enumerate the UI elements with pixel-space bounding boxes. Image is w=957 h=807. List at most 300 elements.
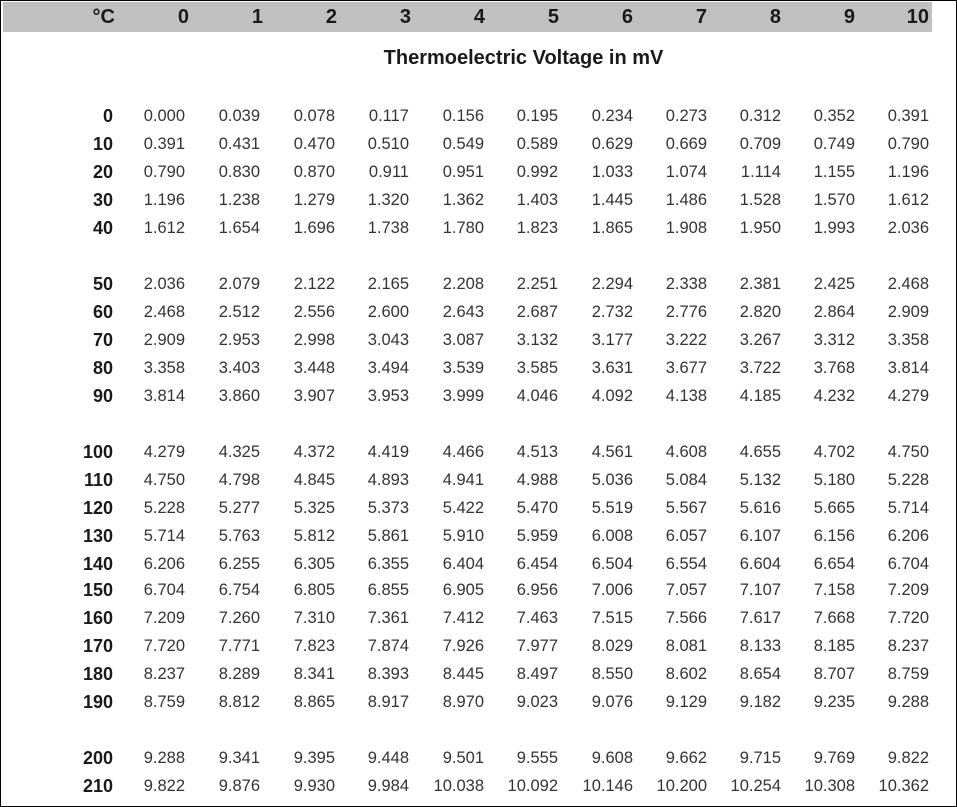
table-cell: 0.470 — [293, 135, 335, 153]
table-cell: 0.830 — [218, 163, 260, 181]
table-cell: 7.668 — [813, 609, 855, 627]
table-cell: 7.617 — [739, 609, 781, 627]
table-cell: 0.549 — [442, 135, 484, 153]
row-label: 110 — [83, 470, 113, 490]
table-cell: 7.463 — [516, 609, 558, 627]
table-cell: 3.358 — [143, 359, 185, 377]
row-label: 120 — [82, 498, 113, 518]
table-cell: 4.279 — [887, 387, 929, 405]
table-cell: 4.988 — [516, 471, 558, 489]
table-cell: 8.759 — [143, 693, 185, 711]
table-cell: 10.254 — [730, 777, 781, 795]
table-cell: 2.425 — [813, 275, 855, 293]
table-cell: 8.393 — [367, 665, 409, 683]
table-cell: 2.294 — [591, 275, 633, 293]
table-cell: 0.951 — [442, 163, 484, 181]
table-cell: 3.177 — [591, 331, 633, 349]
corner-label: °C — [92, 6, 115, 28]
table-cell: 6.057 — [665, 527, 707, 545]
table-cell: 0.431 — [218, 135, 260, 153]
table-cell: 0.790 — [143, 163, 185, 181]
table-cell: 0.510 — [367, 135, 409, 153]
row-label: 140 — [82, 554, 113, 574]
table-row — [1, 215, 957, 241]
table-cell: 1.074 — [665, 163, 707, 181]
table-cell: 8.081 — [665, 637, 707, 655]
table-row — [1, 327, 957, 353]
table-cell: 2.208 — [442, 275, 484, 293]
table-cell: 8.237 — [143, 665, 185, 683]
table-cell: 5.714 — [143, 527, 185, 545]
table-cell: 1.155 — [813, 163, 855, 181]
col-header: 9 — [843, 6, 855, 28]
table-cell: 3.222 — [665, 331, 707, 349]
table-cell: 8.237 — [887, 637, 929, 655]
table-cell: 3.087 — [442, 331, 484, 349]
table-cell: 6.008 — [591, 527, 633, 545]
table-cell: 4.325 — [218, 443, 260, 461]
table-cell: 10.200 — [656, 777, 707, 795]
table-cell: 7.006 — [591, 581, 633, 599]
table-cell: 0.870 — [293, 163, 335, 181]
row-label: 160 — [82, 608, 113, 628]
table-cell: 1.114 — [740, 163, 781, 181]
table-cell: 1.612 — [143, 219, 185, 237]
table-cell: 6.805 — [293, 581, 335, 599]
table-cell: 5.567 — [665, 499, 707, 517]
table-cell: 2.556 — [293, 303, 335, 321]
table-cell: 5.373 — [367, 499, 409, 517]
table-cell: 2.165 — [367, 275, 409, 293]
table-cell: 0.000 — [143, 107, 185, 125]
table-cell: 0.391 — [143, 135, 185, 153]
table-cell: 3.631 — [591, 359, 633, 377]
row-label: 0 — [102, 106, 113, 126]
table-cell: 1.654 — [218, 219, 260, 237]
table-cell: 3.494 — [367, 359, 409, 377]
table-cell: 0.911 — [368, 163, 409, 181]
table-cell: 9.608 — [591, 749, 633, 767]
header-row — [3, 2, 932, 32]
table-cell: 3.677 — [665, 359, 707, 377]
table-cell: 4.655 — [739, 443, 781, 461]
table-cell: 0.039 — [218, 107, 260, 125]
table-cell: 3.358 — [887, 331, 929, 349]
table-row — [1, 439, 957, 465]
table-cell: 0.709 — [739, 135, 781, 153]
table-cell: 7.720 — [887, 609, 929, 627]
table-cell: 5.861 — [367, 527, 409, 545]
table-cell: 6.206 — [887, 527, 929, 545]
table-cell: 1.445 — [591, 191, 633, 209]
table-cell: 0.992 — [516, 163, 558, 181]
table-cell: 9.235 — [813, 693, 855, 711]
table-cell: 4.893 — [367, 471, 409, 489]
table-cell: 7.412 — [442, 609, 484, 627]
table-cell: 0.234 — [591, 107, 633, 125]
table-cell: 10.146 — [582, 777, 633, 795]
table-cell: 5.714 — [887, 499, 929, 517]
table-cell: 9.448 — [367, 749, 409, 767]
table-cell: 5.228 — [887, 471, 929, 489]
table-row — [1, 689, 957, 715]
table-cell: 7.515 — [591, 609, 633, 627]
table-cell: 6.206 — [143, 555, 185, 573]
table-cell: 8.759 — [887, 665, 929, 683]
row-label: 190 — [82, 692, 113, 712]
table-row — [1, 355, 957, 381]
table-cell: 9.288 — [143, 749, 185, 767]
table-cell: 4.608 — [665, 443, 707, 461]
table-cell: 7.158 — [813, 581, 855, 599]
table-cell: 9.341 — [218, 749, 260, 767]
table-cell: 3.999 — [442, 387, 484, 405]
table-row — [1, 187, 957, 213]
table-cell: 4.750 — [143, 471, 185, 489]
table-cell: 6.956 — [516, 581, 558, 599]
table-cell: 6.156 — [813, 527, 855, 545]
table-cell: 1.486 — [665, 191, 707, 209]
table-cell: 9.769 — [813, 749, 855, 767]
table-cell: 1.908 — [665, 219, 707, 237]
table-row — [1, 661, 957, 687]
table-cell: 5.132 — [739, 471, 781, 489]
table-cell: 2.820 — [739, 303, 781, 321]
table-cell: 6.704 — [887, 555, 929, 573]
table-cell: 3.768 — [813, 359, 855, 377]
table-row — [1, 773, 957, 799]
table-cell: 4.941 — [442, 471, 484, 489]
table-cell: 9.555 — [516, 749, 558, 767]
table-cell: 2.909 — [887, 303, 929, 321]
table-cell: 1.738 — [367, 219, 409, 237]
table-cell: 4.279 — [143, 443, 185, 461]
table-cell: 5.277 — [218, 499, 260, 517]
table-cell: 0.273 — [665, 107, 707, 125]
table-cell: 2.036 — [143, 275, 185, 293]
table-cell: 4.466 — [442, 443, 484, 461]
table-cell: 3.267 — [739, 331, 781, 349]
table-cell: 2.687 — [516, 303, 558, 321]
table-cell: 2.251 — [516, 275, 558, 293]
table-cell: 10.038 — [433, 777, 484, 795]
table-cell: 2.338 — [665, 275, 707, 293]
table-row — [1, 131, 957, 157]
table-cell: 7.874 — [367, 637, 409, 655]
table-cell: 0.629 — [591, 135, 633, 153]
table-cell: 8.497 — [516, 665, 558, 683]
table-cell: 1.696 — [293, 219, 335, 237]
table-cell: 5.812 — [293, 527, 335, 545]
row-label: 180 — [82, 664, 113, 684]
row-label: 170 — [82, 636, 113, 656]
table-cell: 9.876 — [218, 777, 260, 795]
table-cell: 6.107 — [739, 527, 781, 545]
table-cell: 10.308 — [804, 777, 855, 795]
table-title: Thermoelectric Voltage in mV — [383, 47, 664, 69]
table-cell: 2.122 — [293, 275, 335, 293]
table-cell: 8.602 — [665, 665, 707, 683]
table-cell: 9.288 — [887, 693, 929, 711]
table-row — [1, 523, 957, 549]
table-cell: 0.790 — [887, 135, 929, 153]
table-cell: 6.654 — [813, 555, 855, 573]
table-cell: 8.917 — [367, 693, 409, 711]
table-cell: 1.570 — [813, 191, 855, 209]
col-header: 8 — [769, 6, 781, 28]
table-cell: 4.046 — [516, 387, 558, 405]
table-cell: 4.232 — [813, 387, 855, 405]
table-cell: 2.643 — [442, 303, 484, 321]
table-cell: 2.468 — [143, 303, 185, 321]
table-cell: 8.865 — [293, 693, 335, 711]
table-cell: 6.355 — [367, 555, 409, 573]
table-cell: 8.289 — [218, 665, 260, 683]
row-label: 150 — [82, 580, 113, 600]
table-cell: 8.029 — [591, 637, 633, 655]
table-cell: 8.970 — [442, 693, 484, 711]
table-cell: 1.238 — [218, 191, 260, 209]
col-header: 1 — [251, 6, 263, 28]
table-row — [1, 103, 957, 129]
table-cell: 10.362 — [878, 777, 929, 795]
table-cell: 9.822 — [887, 749, 929, 767]
table-cell: 4.419 — [367, 443, 409, 461]
table-cell: 1.196 — [143, 191, 185, 209]
row-label: 40 — [92, 218, 113, 238]
table-cell: 4.798 — [218, 471, 260, 489]
row-label: 100 — [82, 442, 113, 462]
table-cell: 4.750 — [887, 443, 929, 461]
table-cell: 5.665 — [813, 499, 855, 517]
table-cell: 1.780 — [442, 219, 484, 237]
table-cell: 5.519 — [591, 499, 633, 517]
table-cell: 9.129 — [665, 693, 707, 711]
table-cell: 1.993 — [813, 219, 855, 237]
table-cell: 2.036 — [887, 219, 929, 237]
table-cell: 6.305 — [293, 555, 335, 573]
table-cell: 5.228 — [143, 499, 185, 517]
table-cell: 0.078 — [293, 107, 335, 125]
table-cell: 3.860 — [218, 387, 260, 405]
table-cell: 3.585 — [516, 359, 558, 377]
table-cell: 6.504 — [591, 555, 633, 573]
table-cell: 3.312 — [813, 331, 855, 349]
table-cell: 2.953 — [218, 331, 260, 349]
row-label: 30 — [92, 190, 113, 210]
col-header: 10 — [906, 6, 929, 28]
table-row — [1, 271, 957, 297]
table-row — [1, 745, 957, 771]
col-header: 4 — [473, 6, 485, 28]
table-cell: 2.600 — [367, 303, 409, 321]
table-cell: 7.720 — [143, 637, 185, 655]
table-cell: 7.771 — [218, 637, 260, 655]
table-cell: 4.372 — [293, 443, 335, 461]
table-cell: 5.084 — [665, 471, 707, 489]
col-header: 5 — [547, 6, 559, 28]
table-cell: 5.422 — [442, 499, 484, 517]
table-cell: 9.662 — [665, 749, 707, 767]
table-cell: 5.959 — [516, 527, 558, 545]
table-cell: 0.156 — [442, 107, 484, 125]
table-cell: 7.977 — [516, 637, 558, 655]
table-cell: 1.320 — [367, 191, 409, 209]
row-label: 80 — [92, 358, 113, 378]
table-cell: 8.654 — [739, 665, 781, 683]
table-cell: 5.763 — [218, 527, 260, 545]
table-cell: 2.079 — [218, 275, 260, 293]
table-cell: 3.814 — [887, 359, 929, 377]
table-cell: 6.554 — [665, 555, 707, 573]
table-cell: 3.722 — [739, 359, 781, 377]
table-cell: 7.823 — [293, 637, 335, 655]
table-cell: 2.512 — [218, 303, 260, 321]
table-cell: 1.950 — [739, 219, 781, 237]
table-row — [1, 159, 957, 185]
row-label: 130 — [82, 526, 113, 546]
col-header: 7 — [695, 6, 707, 28]
table-cell: 4.513 — [516, 443, 558, 461]
table-cell: 8.707 — [813, 665, 855, 683]
table-cell: 5.470 — [516, 499, 558, 517]
table-cell: 2.909 — [143, 331, 185, 349]
table-cell: 7.057 — [665, 581, 707, 599]
table-cell: 0.391 — [887, 107, 929, 125]
row-label: 10 — [92, 134, 113, 154]
table-cell: 3.043 — [367, 331, 409, 349]
table-cell: 5.616 — [739, 499, 781, 517]
table-row — [1, 467, 957, 493]
table-cell: 8.812 — [218, 693, 260, 711]
table-cell: 4.561 — [591, 443, 633, 461]
table-cell: 2.468 — [887, 275, 929, 293]
table-cell: 7.310 — [293, 609, 335, 627]
table-cell: 4.845 — [293, 471, 335, 489]
table-cell: 0.589 — [516, 135, 558, 153]
row-label: 50 — [92, 274, 113, 294]
table-cell: 8.185 — [813, 637, 855, 655]
row-label: 70 — [92, 330, 113, 350]
table-cell: 2.381 — [739, 275, 781, 293]
table-cell: 6.404 — [442, 555, 484, 573]
table-cell: 8.341 — [293, 665, 335, 683]
table-row — [1, 551, 957, 577]
table-cell: 1.196 — [887, 163, 929, 181]
table-cell: 9.501 — [442, 749, 484, 767]
table-cell: 1.865 — [591, 219, 633, 237]
table-cell: 5.180 — [813, 471, 855, 489]
table-cell: 6.855 — [367, 581, 409, 599]
table-cell: 6.754 — [218, 581, 260, 599]
table-cell: 7.209 — [143, 609, 185, 627]
table-cell: 0.352 — [813, 107, 855, 125]
table-cell: 9.715 — [739, 749, 781, 767]
table-cell: 1.612 — [887, 191, 929, 209]
table-cell: 8.133 — [739, 637, 781, 655]
table-row — [1, 633, 957, 659]
table-cell: 4.702 — [813, 443, 855, 461]
table-cell: 1.033 — [591, 163, 633, 181]
table-row — [1, 605, 957, 631]
table-cell: 3.448 — [293, 359, 335, 377]
table-row — [1, 299, 957, 325]
table-cell: 1.823 — [516, 219, 558, 237]
table-cell: 8.550 — [591, 665, 633, 683]
table-row — [1, 383, 957, 409]
row-label: 20 — [92, 162, 113, 182]
table-cell: 9.076 — [591, 693, 633, 711]
table-cell: 2.998 — [293, 331, 335, 349]
table-cell: 3.953 — [367, 387, 409, 405]
table-cell: 3.403 — [218, 359, 260, 377]
col-header: 3 — [399, 6, 411, 28]
table-cell: 4.092 — [591, 387, 633, 405]
table-cell: 2.776 — [665, 303, 707, 321]
table-row — [1, 577, 957, 603]
table-cell: 6.255 — [218, 555, 260, 573]
table-cell: 4.138 — [665, 387, 707, 405]
col-header: 2 — [325, 6, 337, 28]
table-cell: 7.926 — [442, 637, 484, 655]
table-cell: 0.117 — [368, 107, 409, 125]
table-cell: 7.260 — [218, 609, 260, 627]
table-cell: 9.395 — [293, 749, 335, 767]
table-cell: 3.132 — [516, 331, 558, 349]
table-cell: 1.528 — [739, 191, 781, 209]
table-cell: 0.749 — [813, 135, 855, 153]
col-header: 6 — [621, 6, 633, 28]
table-cell: 2.732 — [591, 303, 633, 321]
table-cell: 5.910 — [442, 527, 484, 545]
table-cell: 9.984 — [367, 777, 409, 795]
table-cell: 7.209 — [887, 581, 929, 599]
table-cell: 5.325 — [293, 499, 335, 517]
table-cell: 9.182 — [739, 693, 781, 711]
table-cell: 3.907 — [293, 387, 335, 405]
row-label: 200 — [82, 748, 113, 768]
table-cell: 6.454 — [516, 555, 558, 573]
table-cell: 0.312 — [739, 107, 781, 125]
table-cell: 4.185 — [739, 387, 781, 405]
table-cell: 6.704 — [143, 581, 185, 599]
table-cell: 1.362 — [442, 191, 484, 209]
table-cell: 1.403 — [516, 191, 558, 209]
table-cell: 5.036 — [591, 471, 633, 489]
table-cell: 7.566 — [665, 609, 707, 627]
table-cell: 0.195 — [516, 107, 558, 125]
row-label: 60 — [92, 302, 113, 322]
row-label: 210 — [82, 776, 113, 796]
row-label: 90 — [92, 386, 113, 406]
table-cell: 9.023 — [516, 693, 558, 711]
table-cell: 10.092 — [507, 777, 558, 795]
table-cell: 6.905 — [442, 581, 484, 599]
table-cell: 8.445 — [442, 665, 484, 683]
table-row — [1, 495, 957, 521]
table-cell: 9.930 — [293, 777, 335, 795]
table-cell: 3.539 — [442, 359, 484, 377]
table-cell: 2.864 — [813, 303, 855, 321]
table-cell: 3.814 — [143, 387, 185, 405]
table-cell: 1.279 — [293, 191, 335, 209]
table-cell: 6.604 — [739, 555, 781, 573]
table-cell: 7.107 — [739, 581, 781, 599]
table-cell: 0.669 — [665, 135, 707, 153]
col-header: 0 — [177, 6, 189, 28]
table-cell: 7.361 — [367, 609, 409, 627]
table-cell: 9.822 — [143, 777, 185, 795]
